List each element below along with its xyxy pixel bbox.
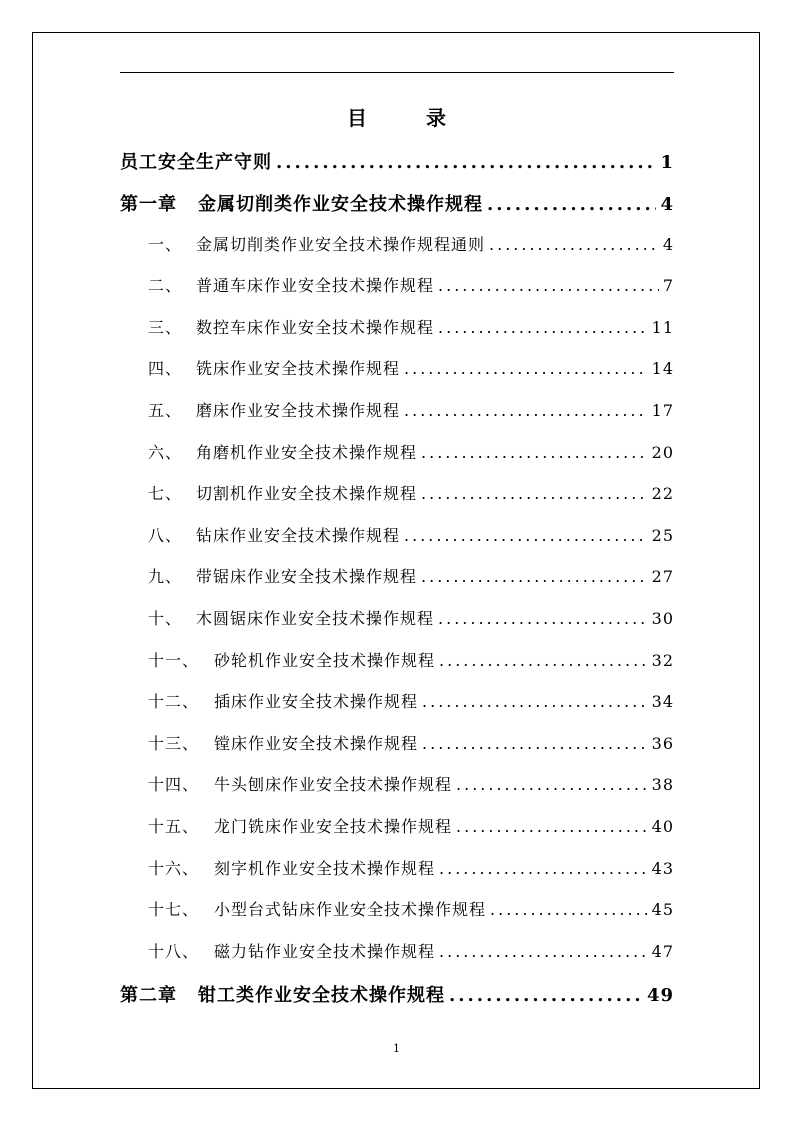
toc-entry-page: 11 xyxy=(651,318,674,337)
toc-leader-dots xyxy=(438,276,659,295)
toc-entry[interactable] xyxy=(120,190,674,216)
toc-leader-dots xyxy=(438,318,648,337)
toc-entry-text: 金属切削类作业安全技术操作规程通则 xyxy=(196,235,486,254)
toc-entry[interactable] xyxy=(120,606,674,629)
toc-leader-dots xyxy=(421,484,648,503)
toc-entry-text: 刻字机作业安全技术操作规程 xyxy=(214,859,436,878)
toc-entry-page: 40 xyxy=(651,817,674,836)
toc-entry-page: 22 xyxy=(651,484,674,503)
toc-leader-dots xyxy=(439,651,648,670)
toc-entry-page: 20 xyxy=(651,443,674,462)
toc-entry-page: 1 xyxy=(660,152,674,173)
toc-entry-number: 三、 xyxy=(148,318,183,337)
toc-entry[interactable] xyxy=(120,523,674,546)
toc-entry-page: 4 xyxy=(660,194,674,215)
toc-entry-text: 员工安全生产守则 xyxy=(120,152,272,173)
toc-entry-page: 25 xyxy=(651,526,674,545)
toc-entry-number: 九、 xyxy=(148,567,183,586)
toc-entry-number: 二、 xyxy=(148,276,183,295)
toc-entry-number: 四、 xyxy=(148,359,183,378)
toc-entry[interactable] xyxy=(120,856,674,879)
toc-entry-page: 43 xyxy=(651,859,674,878)
toc-entry-number: 六、 xyxy=(148,443,183,462)
toc-entry[interactable] xyxy=(120,481,674,504)
toc-entry[interactable] xyxy=(120,731,674,754)
toc-entry-page: 45 xyxy=(651,900,674,919)
toc-entry-page: 47 xyxy=(651,942,674,961)
toc-entry-number: 十八、 xyxy=(148,942,200,961)
toc-entry-number: 八、 xyxy=(148,526,183,545)
toc-entry-page: 30 xyxy=(651,609,674,628)
toc-entry-text: 角磨机作业安全技术操作规程 xyxy=(196,443,418,462)
toc-leader-dots xyxy=(404,359,648,378)
toc-leader-dots xyxy=(489,235,659,254)
toc-leader-dots xyxy=(404,526,648,545)
toc-entry-text: 磨床作业安全技术操作规程 xyxy=(196,401,401,420)
toc-entry-page: 27 xyxy=(651,567,674,586)
toc-entry[interactable] xyxy=(120,689,674,712)
toc-entry-text: 数控车床作业安全技术操作规程 xyxy=(196,318,435,337)
toc-entry[interactable] xyxy=(120,315,674,338)
toc-entry[interactable] xyxy=(120,232,674,255)
toc-leader-dots xyxy=(422,734,648,753)
toc-entry-page: 38 xyxy=(651,775,674,794)
toc-entry-number: 十七、 xyxy=(148,900,200,919)
toc-entry-text: 龙门铣床作业安全技术操作规程 xyxy=(214,817,453,836)
toc-entry-text: 钳工类作业安全技术操作规程 xyxy=(198,985,445,1006)
toc-entry-page: 14 xyxy=(651,359,674,378)
toc-entry-text: 牛头刨床作业安全技术操作规程 xyxy=(214,775,453,794)
toc-leader-dots xyxy=(490,900,648,919)
toc-leader-dots xyxy=(421,443,648,462)
toc-entry[interactable] xyxy=(120,398,674,421)
toc-entry-page: 17 xyxy=(651,401,674,420)
toc-entry-number: 十二、 xyxy=(148,692,200,711)
toc-entry-text: 砂轮机作业安全技术操作规程 xyxy=(214,651,436,670)
toc-leader-dots xyxy=(438,609,648,628)
toc-entry-number: 第二章 xyxy=(120,985,177,1006)
toc-entry-page: 36 xyxy=(651,734,674,753)
toc-leader-dots xyxy=(487,194,656,215)
toc-entry[interactable] xyxy=(120,356,674,379)
toc-entry-number: 七、 xyxy=(148,484,183,503)
toc-entry-page: 34 xyxy=(651,692,674,711)
toc-leader-dots xyxy=(449,985,643,1006)
toc-entry-number: 十三、 xyxy=(148,734,200,753)
toc-entry-text: 钻床作业安全技术操作规程 xyxy=(196,526,401,545)
toc-entry-number: 五、 xyxy=(148,401,183,420)
toc-entry-text: 磁力钻作业安全技术操作规程 xyxy=(214,942,436,961)
toc-entry[interactable] xyxy=(120,814,674,837)
toc-entry-text: 带锯床作业安全技术操作规程 xyxy=(196,567,418,586)
toc-entry[interactable] xyxy=(120,897,674,920)
toc-leader-dots xyxy=(456,817,648,836)
toc-entry-number: 第一章 xyxy=(120,194,177,215)
toc-leader-dots xyxy=(422,692,648,711)
toc-entry-page: 49 xyxy=(646,985,674,1006)
toc-entry[interactable] xyxy=(120,440,674,463)
toc-leader-dots xyxy=(276,152,656,173)
toc-entry[interactable] xyxy=(120,148,674,174)
toc-entry[interactable] xyxy=(120,939,674,962)
toc-entry-text: 镗床作业安全技术操作规程 xyxy=(214,734,419,753)
toc-entry-page: 4 xyxy=(662,235,674,254)
page-number: 1 xyxy=(393,1042,400,1055)
toc-entry[interactable] xyxy=(120,981,674,1007)
toc-entry-text: 切割机作业安全技术操作规程 xyxy=(196,484,418,503)
toc-leader-dots xyxy=(456,775,648,794)
toc-entry-text: 小型台式钻床作业安全技术操作规程 xyxy=(214,900,487,919)
header-rule xyxy=(120,72,674,73)
toc-entry-number: 十六、 xyxy=(148,859,200,878)
toc-entry-number: 一、 xyxy=(148,235,183,254)
toc-entry[interactable] xyxy=(120,564,674,587)
toc-leader-dots xyxy=(404,401,648,420)
toc-leader-dots xyxy=(421,567,648,586)
toc-entry-page: 7 xyxy=(662,276,674,295)
toc-entry-page: 32 xyxy=(651,651,674,670)
toc-entry-number: 十五、 xyxy=(148,817,200,836)
toc-entry-text: 金属切削类作业安全技术操作规程 xyxy=(198,194,483,215)
toc-entry-text: 铣床作业安全技术操作规程 xyxy=(196,359,401,378)
toc-entry[interactable] xyxy=(120,273,674,296)
toc-entry-number: 十、 xyxy=(148,609,183,628)
toc-entry-number: 十一、 xyxy=(148,651,200,670)
toc-entry-text: 插床作业安全技术操作规程 xyxy=(214,692,419,711)
toc-leader-dots xyxy=(439,942,648,961)
toc-title: 目 录 xyxy=(347,106,472,130)
toc-entry-number: 十四、 xyxy=(148,775,200,794)
toc-entry[interactable] xyxy=(120,772,674,795)
toc-entry-text: 木圆锯床作业安全技术操作规程 xyxy=(196,609,435,628)
toc-entry[interactable] xyxy=(120,648,674,671)
toc-leader-dots xyxy=(439,859,648,878)
toc-entry-text: 普通车床作业安全技术操作规程 xyxy=(196,276,435,295)
